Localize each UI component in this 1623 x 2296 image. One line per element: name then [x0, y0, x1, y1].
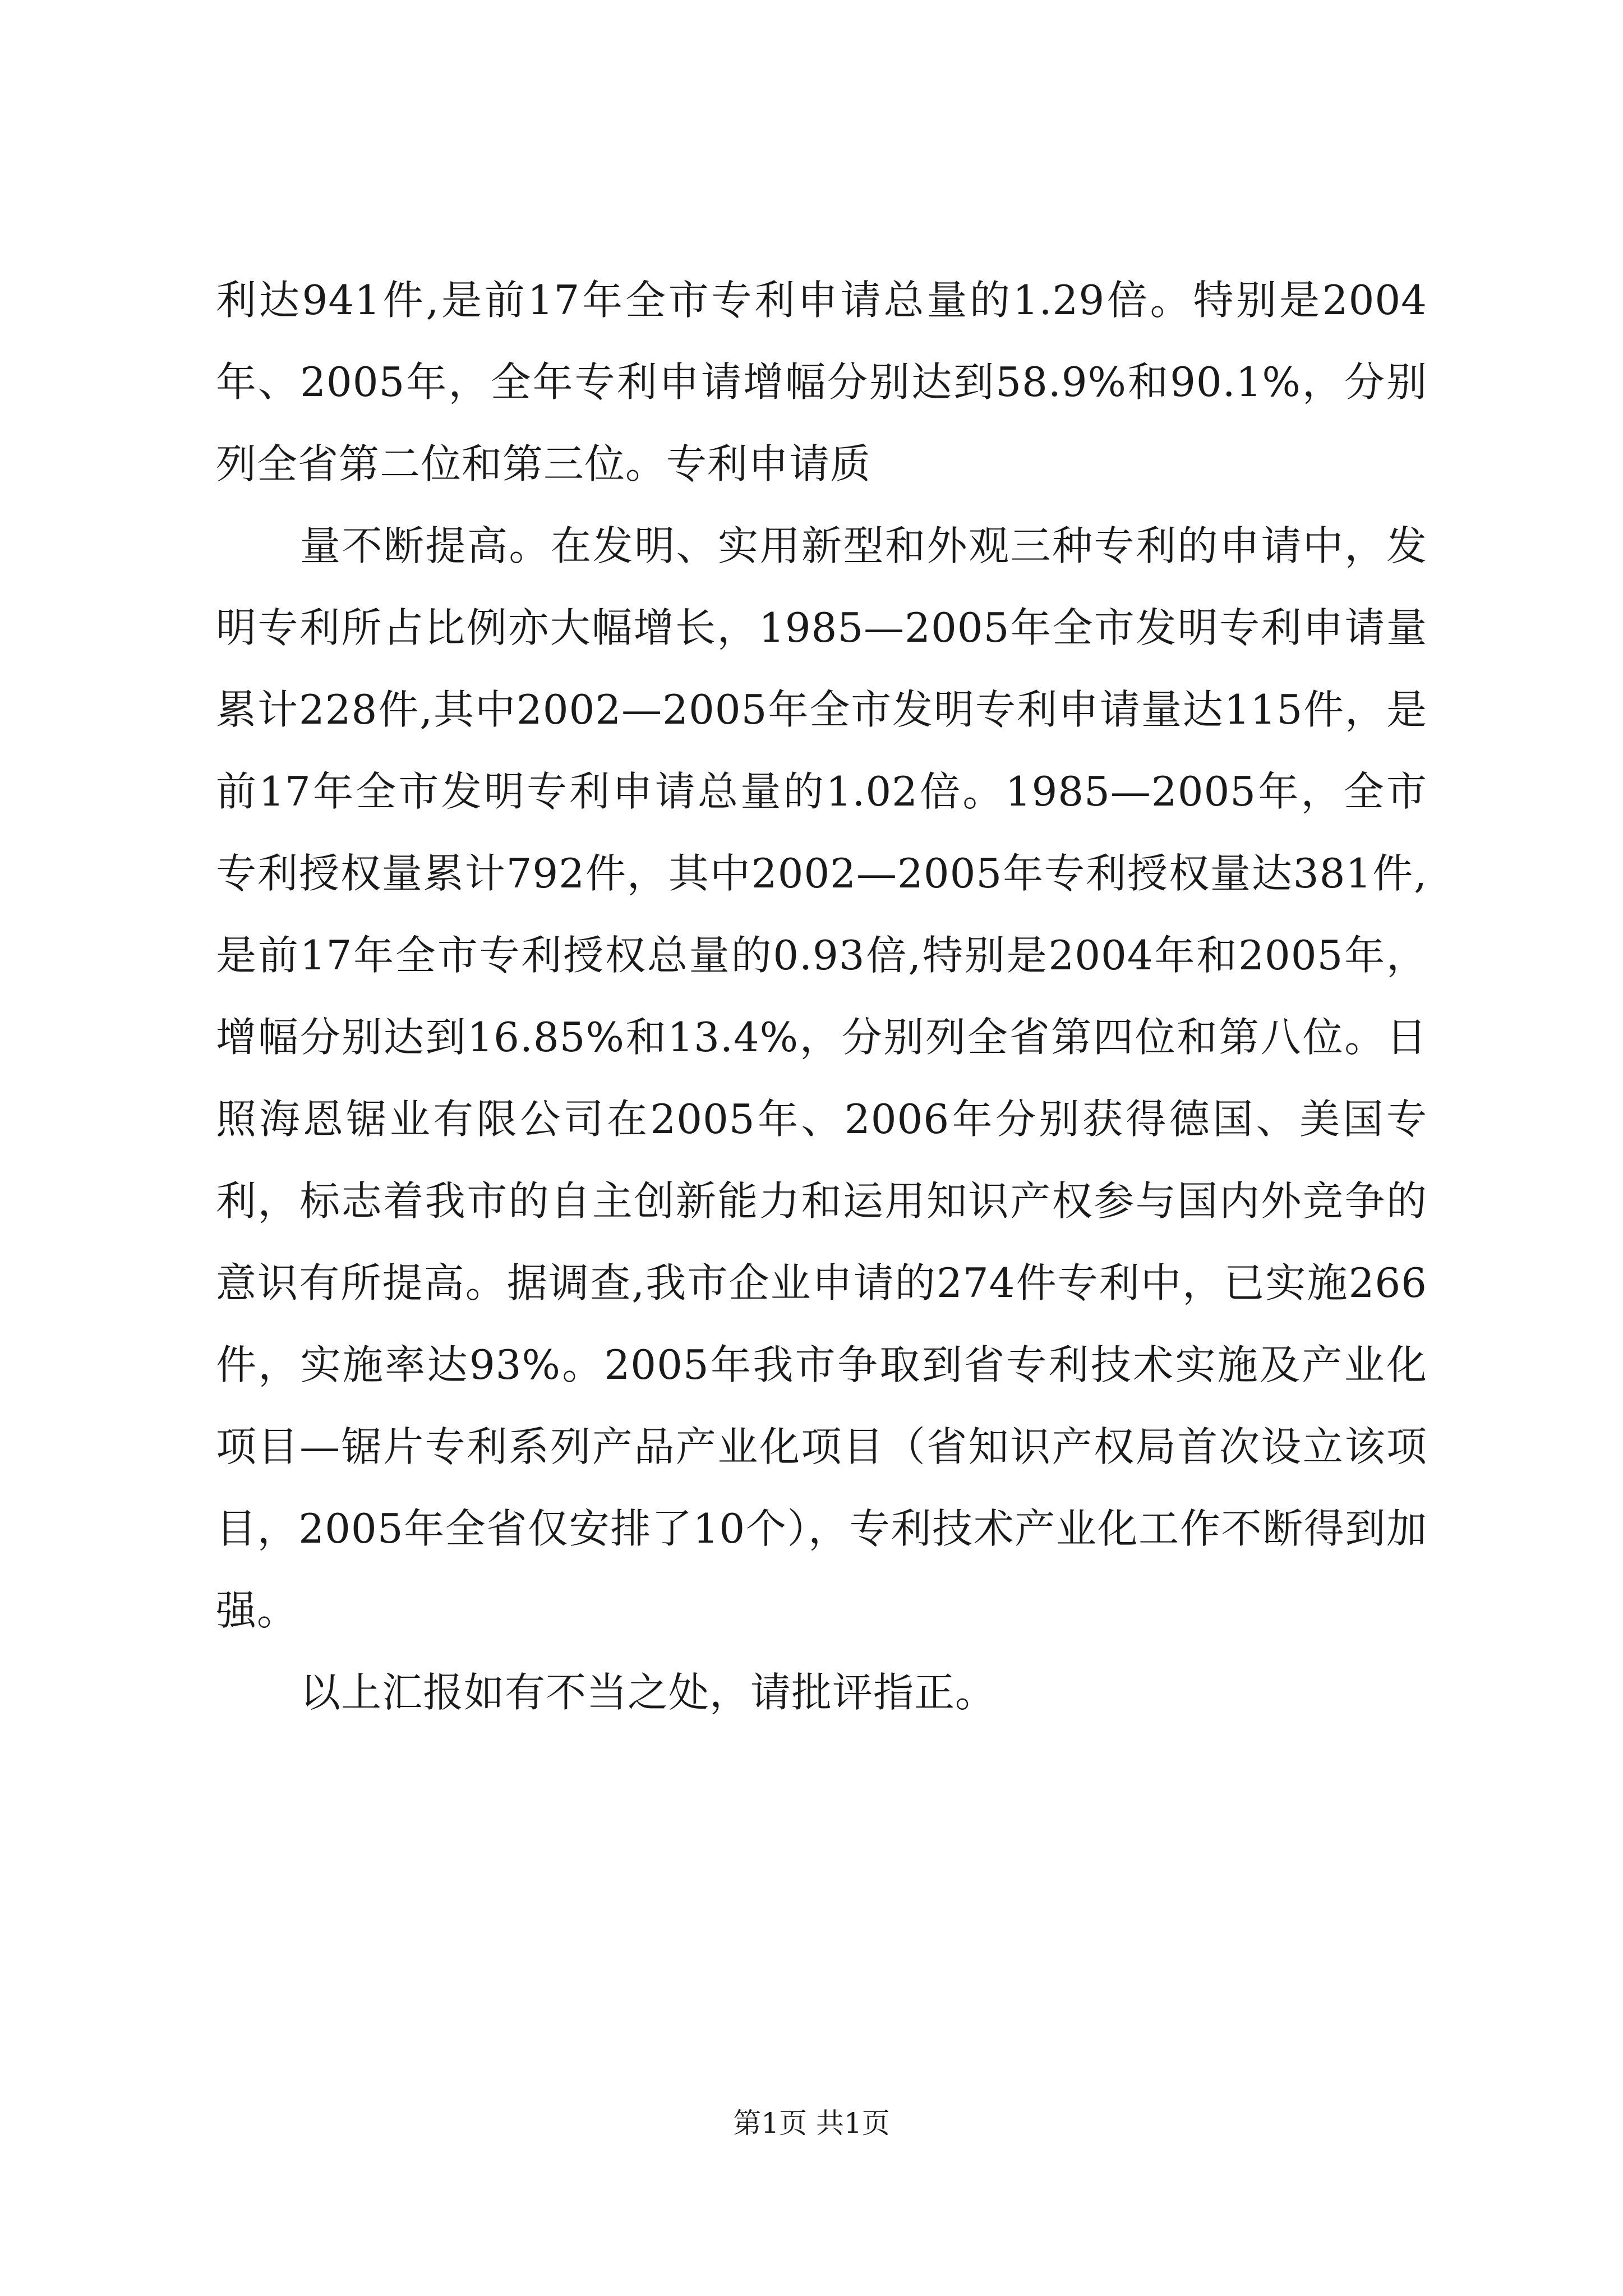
document-body: [216, 259, 1427, 1733]
paragraph-closing: 以上汇报如有不当之处，请批评指正。: [300, 1669, 997, 1716]
paragraph-continuation: 利达941件,是前17年全市专利申请总量的1.29倍。特别是2004年、2005年，全年专利申请增幅分别达到58.9%和90.1%，分别列全省第二位和第三位。专利申请质: [216, 277, 1427, 487]
page-number-footer: 第1页 共1页: [733, 2107, 890, 2139]
paragraph-patent-statistics: 量不断提高。在发明、实用新型和外观三种专利的申请中，发明专利所占比例亦大幅增长，1985—2005年全市发明专利申请量累计228件,其中2002—2005年全市发明专利申请量达115件，是前17年全市发明专利申请总量的1.02倍。1985—2005年，全市专利授权量累计792件，其中2002—2005年专利授权量达381件,是前17年全市专利授权总量的0.93倍,特别是2004年和2005年，增幅分别达到16.85%和13.4%，分别列全省第四位和第八位。日照海恩锯业有限公司在2005年、2006年分别获得德国、美国专利，标志着我市的自主创新能力和运用知识产权参与国内外竞争的意识有所提高。据调查,我市企业申请的274件专利中，已实施266件，实施率达93%。2005年我市争取到省专利技术实施及产业化项目—锯片专利系列产品产业化项目（省知识产权局首次设立该项目，2005年全省仅安排了10个），专利技术产业化工作不断得到加强。: [216, 522, 1427, 1634]
